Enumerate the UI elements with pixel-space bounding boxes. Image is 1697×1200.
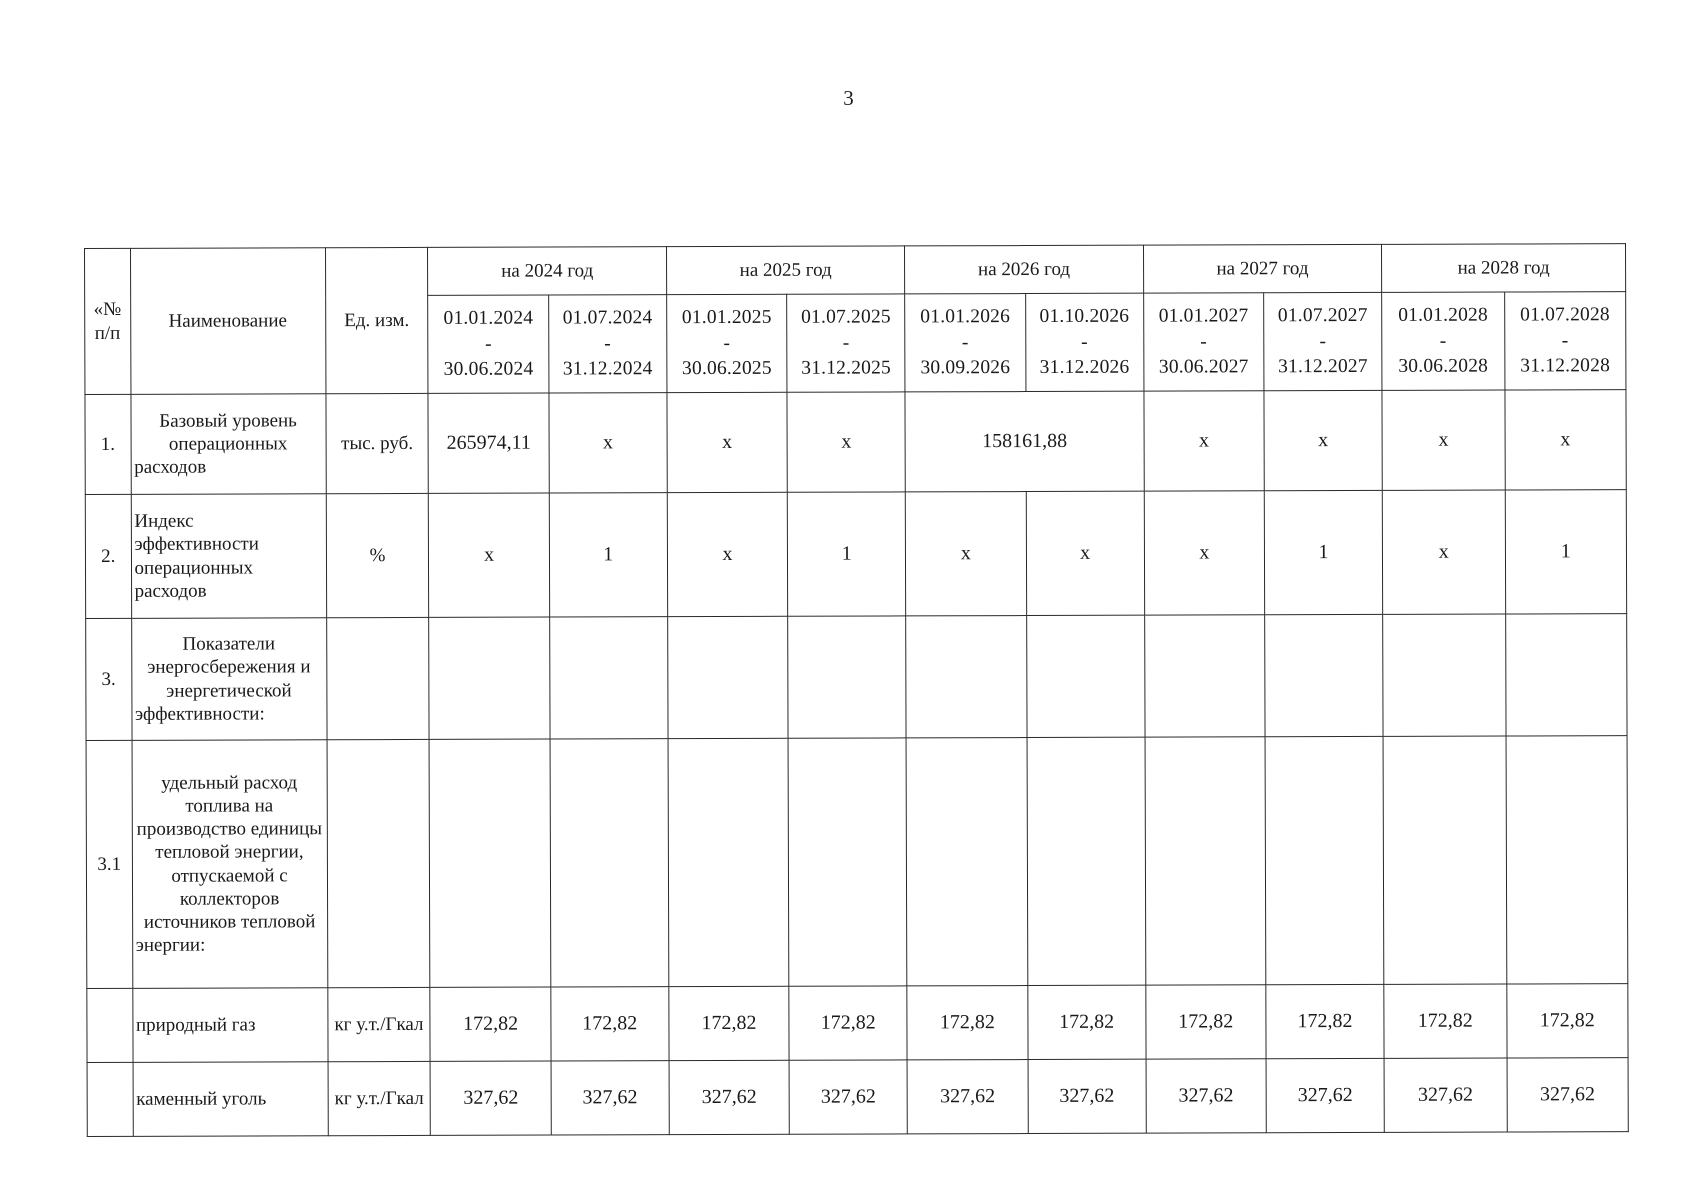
row-unit: %	[326, 493, 429, 617]
value-cell: х	[1144, 491, 1265, 615]
value-cell: 327,62	[1507, 1058, 1629, 1132]
value-cell: 265974,11	[428, 393, 549, 493]
period-2026-h1: 01.01.2026 - 30.09.2026	[905, 294, 1026, 392]
value-cell	[1265, 614, 1384, 736]
period-2026-h2: 01.10.2026 - 31.12.2026	[1025, 293, 1143, 391]
page-number: 3	[843, 86, 854, 110]
row-number	[87, 988, 133, 1062]
value-cell: 172,82	[1146, 985, 1267, 1059]
row-name: Показатели энергосбережения и энергетической эффективности:	[131, 618, 326, 741]
value-cell: х	[549, 393, 667, 493]
value-cell: х	[787, 392, 905, 492]
value-cell: 172,82	[669, 986, 790, 1060]
value-cell: 172,82	[551, 987, 669, 1061]
header-unit: Ед. изм.	[325, 247, 428, 393]
row-number: 3.	[86, 618, 132, 740]
row-unit	[327, 739, 431, 987]
header-row-years	[85, 244, 1626, 297]
value-cell: 327,62	[1146, 1059, 1267, 1133]
value-cell: 172,82	[1506, 984, 1628, 1058]
value-cell: 172,82	[1384, 984, 1507, 1058]
table-row	[85, 390, 1626, 495]
header-num: «№ п/п	[85, 248, 131, 394]
value-cell	[1506, 736, 1628, 984]
value-cell: х	[1505, 390, 1627, 490]
value-cell: 327,62	[551, 1061, 669, 1135]
row-name: удельный расход топлива на производство единицы тепловой энергии, отпускаемой с коллекторов источников тепловой энергии:	[132, 740, 328, 989]
row-number: 3.1	[86, 740, 132, 988]
row-name: природный газ	[132, 988, 327, 1063]
value-cell: х	[1144, 391, 1265, 491]
table-row	[86, 614, 1627, 741]
value-cell	[1383, 614, 1506, 736]
value-cell	[1265, 736, 1384, 984]
table-row	[87, 1058, 1628, 1137]
value-cell	[788, 616, 907, 738]
value-cell: 327,62	[1028, 1059, 1146, 1133]
row-number	[87, 1062, 133, 1136]
value-cell	[430, 739, 551, 987]
value-cell	[550, 739, 669, 987]
header-year-2027: на 2027 год	[1143, 244, 1382, 293]
value-cell: х	[1382, 390, 1505, 490]
tariff-table	[84, 243, 1629, 1137]
header-year-2026: на 2026 год	[905, 245, 1144, 294]
header-year-2024: на 2024 год	[428, 247, 667, 296]
period-2025-h2: 01.07.2025 - 31.12.2025	[787, 294, 905, 392]
value-cell: 172,82	[430, 987, 551, 1061]
row-unit: кг у.т./Гкал	[327, 987, 430, 1061]
value-cell	[906, 738, 1027, 986]
row-unit: тыс. руб.	[326, 393, 429, 493]
value-cell: х	[906, 492, 1027, 616]
value-cell: 1	[549, 493, 668, 617]
value-cell-merged-2026: 158161,88	[905, 391, 1144, 492]
value-cell: 172,82	[789, 986, 907, 1060]
tariff-table-wrapper	[84, 243, 1629, 1137]
value-cell	[1505, 614, 1627, 736]
value-cell: 1	[1264, 490, 1383, 614]
period-2024-h2: 01.07.2024 - 31.12.2024	[548, 295, 666, 393]
value-cell: 327,62	[907, 1060, 1028, 1134]
value-cell	[1145, 737, 1266, 985]
row-name: Индекс эффективности операционных расходов	[131, 494, 326, 619]
value-cell: х	[1026, 491, 1145, 615]
value-cell: х	[1382, 490, 1505, 614]
period-2027-h1: 01.01.2027 - 30.06.2027	[1143, 293, 1264, 391]
value-cell	[906, 616, 1027, 738]
period-2024-h1: 01.01.2024 - 30.06.2024	[428, 295, 549, 393]
value-cell	[788, 738, 907, 986]
row-name: каменный уголь	[133, 1062, 328, 1137]
value-cell: 1	[1505, 490, 1627, 614]
row-name: Базовый уровень операционных расходов	[130, 394, 325, 495]
table-row	[87, 984, 1628, 1063]
value-cell: 172,82	[1027, 985, 1145, 1059]
table-row	[86, 736, 1628, 989]
value-cell: 172,82	[1266, 984, 1384, 1058]
value-cell: х	[667, 392, 788, 492]
period-2025-h1: 01.01.2025 - 30.06.2025	[667, 294, 788, 392]
value-cell: 1	[787, 492, 906, 616]
value-cell	[1027, 737, 1146, 985]
value-cell	[549, 617, 668, 739]
value-cell: 327,62	[789, 1060, 907, 1134]
value-cell: х	[429, 493, 550, 617]
row-number: 1.	[85, 394, 131, 494]
value-cell	[1144, 615, 1265, 737]
table-row	[85, 490, 1626, 619]
value-cell	[429, 617, 550, 739]
value-cell: 327,62	[1384, 1058, 1507, 1132]
header-name: Наименование	[130, 248, 326, 395]
row-number: 2.	[85, 494, 131, 618]
value-cell	[668, 616, 789, 738]
header-year-2025: на 2025 год	[666, 246, 905, 295]
value-cell	[1383, 736, 1506, 984]
period-2027-h2: 01.07.2027 - 31.12.2027	[1264, 292, 1382, 390]
value-cell: 172,82	[907, 986, 1028, 1060]
header-year-2028: на 2028 год	[1382, 244, 1626, 293]
value-cell: 327,62	[431, 1061, 552, 1135]
value-cell: х	[1264, 390, 1382, 490]
value-cell: х	[667, 492, 788, 616]
value-cell	[668, 738, 789, 986]
row-unit: кг у.т./Гкал	[328, 1061, 431, 1135]
row-unit	[326, 617, 429, 739]
value-cell: 327,62	[1266, 1058, 1384, 1132]
period-2028-h1: 01.01.2028 - 30.06.2028	[1382, 292, 1505, 390]
value-cell	[1026, 615, 1145, 737]
period-2028-h2: 01.07.2028 - 31.12.2028	[1504, 292, 1626, 390]
value-cell: 327,62	[669, 1060, 790, 1134]
